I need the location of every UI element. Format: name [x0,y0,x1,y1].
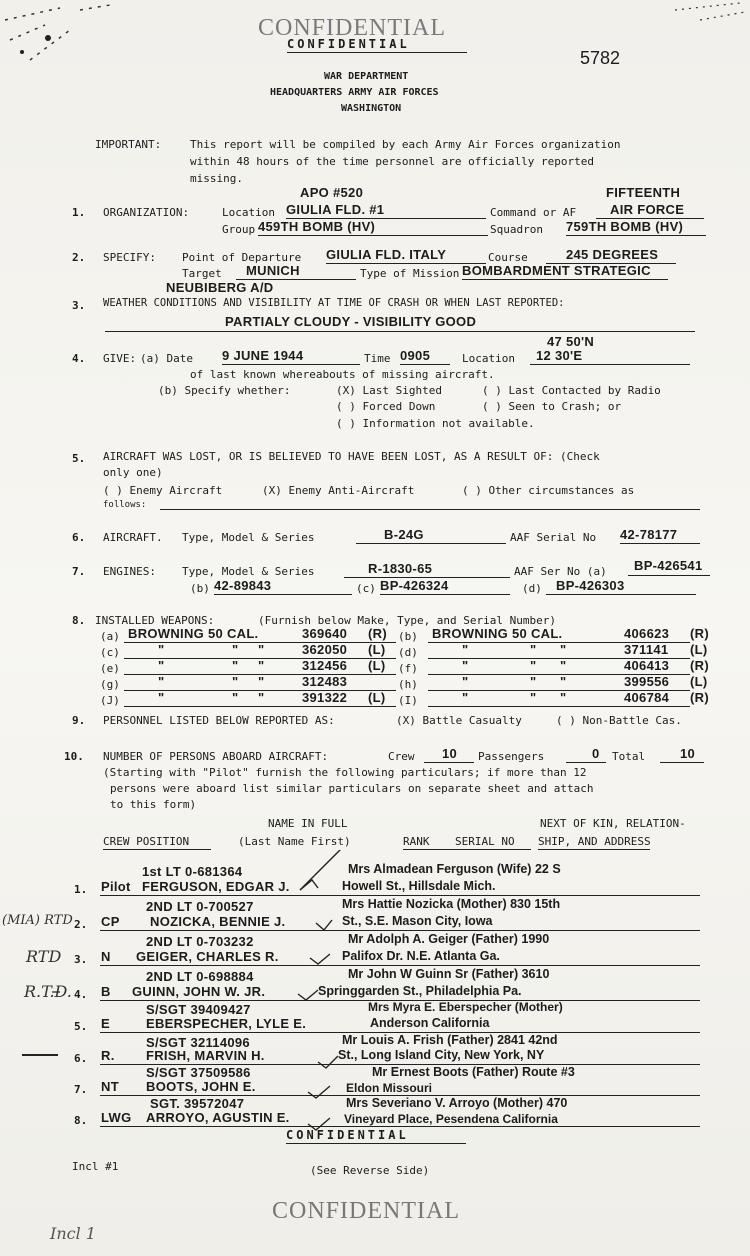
weapon-ditto: " [232,690,239,705]
location-label-4: Location [462,352,515,365]
weapon-side: (R) [690,626,709,641]
specify-whether-label: (b) Specify whether: [158,384,291,397]
corner-smudge-icon [670,0,750,40]
crew-position: LWG [101,1110,132,1125]
crew-position: B [101,984,111,999]
section-3-number: 3. [72,299,86,312]
crew-kin-line1: Mr Ernest Boots (Father) Route #3 [372,1065,575,1079]
location-label: Location [222,206,275,219]
crew-number: 5. [74,1020,88,1033]
crew-kin-line2: Anderson California [370,1016,490,1030]
crew-kin-line2: Howell St., Hillsdale Mich. [342,879,496,893]
mission-label: Type of Mission [360,267,460,280]
crew-margin-note: RTD [26,947,62,966]
weapon-side: (R) [690,658,709,673]
corner-smudge-icon [0,0,120,70]
crew-name: BOOTS, JOHN E. [146,1079,256,1094]
total-count: 10 [680,746,696,761]
weather-value: PARTIALY CLOUDY - VISIBILITY GOOD [225,314,477,329]
crew-name: GUINN, JOHN W. JR. [132,984,266,999]
weapon-letter: (b) [398,630,418,643]
weapon-ditto: " [530,642,537,657]
instructions-line3: persons were aboard list similar particulars on separate sheet and attach [110,782,594,795]
crew-position: N [101,949,111,964]
classification-mark-bottom: CONFIDENTIAL [286,1128,409,1142]
section-9-number: 9. [72,714,86,727]
section-10-number: 10. [64,750,84,763]
weapon-side: (L) [368,642,386,657]
weapon-ditto: " [530,674,537,689]
crew-position: CP [101,914,120,929]
crew-number: 2. [74,918,88,931]
header-kin-address: SHIP, AND ADDRESS [538,835,651,848]
section-4-number: 4. [72,352,86,365]
department-heading: WAR DEPARTMENT [324,71,409,82]
section-5-number: 5. [72,452,86,465]
group-value: 459TH BOMB (HV) [258,219,376,234]
weapon-ditto: " [232,642,239,657]
specify-label: SPECIFY: [103,251,156,264]
crew-rank-serial: 2ND LT 0-703232 [146,934,254,949]
weapon-side: (L) [690,674,708,689]
crew-number: 7. [74,1083,88,1096]
crew-rank-serial: S/SGT 37509586 [146,1065,251,1080]
opt-forced-down: ( ) Forced Down [336,400,436,413]
weapon-letter: (h) [398,678,418,691]
aircraft-serial-value: 42-78177 [620,527,678,542]
handwritten-inclosure: Incl 1 [50,1224,96,1243]
section-1-number: 1. [72,206,86,219]
weapon-serial: 399556 [624,674,670,689]
crew-position: R. [101,1048,115,1063]
crew-position: E [101,1016,110,1031]
document-number: 5782 [580,48,621,68]
crew-position: Pilot [101,879,131,894]
command-value: AIR FORCE [610,202,685,217]
weapon-ditto: " [158,690,165,705]
target-value: MUNICH [246,263,300,278]
crew-kin-line1: Mrs Almadean Ferguson (Wife) 22 S [348,862,561,876]
weapon-ditto: " [258,690,265,705]
aircraft-type-value: B-24G [384,527,424,542]
opt-battle-casualty: (X) Battle Casualty [396,714,522,727]
weapon-letter: (d) [398,646,418,659]
crew-name: NOZICKA, BENNIE J. [150,914,286,929]
weapon-ditto: " [462,674,469,689]
instructions-line2: (Starting with "Pilot" furnish the following particulars; if more than 12 [103,766,587,779]
classification-mark-top: CONFIDENTIAL [287,37,410,51]
important-text-line3: missing. [190,172,243,185]
weapon-ditto: " [462,658,469,673]
section-2-number: 2. [72,251,86,264]
weapon-ditto: " [530,690,537,705]
crew-kin-line2: Springgarden St., Philadelphia Pa. [318,984,522,998]
confidential-stamp-bottom: CONFIDENTIAL [272,1198,460,1224]
date-label: (a) Date [140,352,193,365]
engine-b-value: 42-89843 [214,578,272,593]
weapon-serial: 369640 [302,626,348,641]
section-6-number: 6. [72,531,86,544]
crew-label: Crew [388,750,415,763]
weapon-ditto: " [462,642,469,657]
weapon-serial: 371141 [624,642,669,657]
crew-rank-serial: 2ND LT 0-698884 [146,969,254,984]
longitude-value: 12 30'E [536,348,583,363]
persons-aboard-label: NUMBER OF PERSONS ABOARD AIRCRAFT: [103,750,329,763]
weapon-ditto: " [158,658,165,673]
weapon-ditto: " [560,658,567,673]
date-value: 9 JUNE 1944 [222,348,304,363]
opt-enemy-aircraft: ( ) Enemy Aircraft [103,484,223,497]
weapon-letter: (c) [100,646,120,659]
crew-margin-note: (MIA) RTD [2,913,73,928]
crew-rank-serial: S/SGT 32114096 [146,1035,250,1050]
target-detail: NEUBIBERG A/D [166,280,274,295]
latitude-value: 47 50'N [547,334,595,349]
engine-d-label: (d) [522,582,542,595]
weapon-serial: 312483 [302,674,348,689]
weapon-ditto: " [232,658,239,673]
header-kin: NEXT OF KIN, RELATION- [540,817,686,830]
aircraft-type-label: Type, Model & Series [182,531,315,544]
crew-kin-line2: St., Long Island City, New York, NY [338,1048,545,1062]
weapon-ditto: " [560,690,567,705]
total-label: Total [612,750,646,763]
weapon-ditto: " [258,642,265,657]
see-reverse: (See Reverse Side) [310,1164,430,1177]
crew-margin-note: R.T.D. [24,982,72,1001]
pen-marks [0,850,750,1140]
weapon-letter: (J) [100,694,120,707]
weapon-make: BROWNING 50 CAL. [432,626,563,641]
engine-a-value: BP-426541 [634,558,703,573]
crew-rank-serial: 1st LT 0-681364 [142,864,243,879]
weapon-ditto: " [258,674,265,689]
engine-c-label: (c) [356,582,376,595]
apo-number: APO #520 [300,185,364,200]
important-label: IMPORTANT: [95,138,162,151]
crew-number: 6. [74,1052,88,1065]
squadron-label: Squadron [490,223,543,236]
weapon-serial: 362050 [302,642,348,657]
weapon-letter: (f) [398,662,418,675]
crew-kin-line1: Mr Louis A. Frish (Father) 2841 42nd [342,1033,558,1047]
crew-name: ARROYO, AGUSTIN E. [146,1110,290,1125]
weapon-serial: 406413 [624,658,670,673]
time-label: Time [364,352,391,365]
crew-number: 8. [74,1114,88,1127]
passengers-label: Passengers [478,750,545,763]
engine-d-value: BP-426303 [556,578,625,593]
weapon-side: (R) [368,626,387,641]
engine-type-label: Type, Model & Series [182,565,315,578]
weapon-ditto: " [258,658,265,673]
opt-anti-aircraft: (X) Enemy Anti-Aircraft [262,484,415,497]
weapon-ditto: " [158,674,165,689]
give-label: GIVE: [103,352,137,365]
header-rank: RANK [403,835,430,848]
weapon-ditto: " [560,674,567,689]
crew-kin-line1: Mrs Severiano V. Arroyo (Mother) 470 [346,1096,568,1110]
crew-number: 3. [74,953,88,966]
important-text-line2: within 48 hours of the time personnel are officially reported [190,155,594,168]
target-label: Target [182,267,222,280]
weapon-letter: (g) [100,678,120,691]
engine-type-value: R-1830-65 [368,561,433,576]
crew-name: FERGUSON, EDGAR J. [142,879,290,894]
organization-label: ORGANIZATION: [103,206,190,219]
header-name-full: NAME IN FULL [268,817,348,830]
departure-label: Point of Departure [182,251,302,264]
passengers-count: 0 [592,746,600,761]
crew-kin-line1: Mr John W Guinn Sr (Father) 3610 [348,967,550,981]
aircraft-label: AIRCRAFT. [103,531,163,544]
weapon-ditto: " [158,642,165,657]
confidential-stamp-top: CONFIDENTIAL [258,15,446,41]
crew-rank-serial: SGT. 39572047 [150,1096,245,1111]
section-8-number: 8. [72,614,86,627]
header-last-name-first: (Last Name First) [238,835,351,848]
crew-rank-serial: 2ND LT 0-700527 [146,899,254,914]
whereabouts-text: of last known whereabouts of missing aircraft. [190,368,495,381]
weapon-ditto: " [462,690,469,705]
crew-kin-line1: Mrs Myra E. Eberspecher (Mother) [368,1000,563,1014]
time-value: 0905 [400,348,431,363]
weapon-side: (L) [368,658,386,673]
opt-last-contacted: ( ) Last Contacted by Radio [482,384,661,397]
crew-position: NT [101,1079,119,1094]
location-value: GIULIA FLD. #1 [286,202,385,217]
command-above: FIFTEENTH [606,185,681,200]
opt-non-battle: ( ) Non-Battle Cas. [556,714,682,727]
follows-label: follows: [103,500,147,510]
inclosure-label: Incl #1 [72,1160,119,1173]
squadron-value: 759TH BOMB (HV) [566,219,684,234]
crew-number: 4. [74,988,88,1001]
personnel-label: PERSONNEL LISTED BELOW REPORTED AS: [103,714,335,727]
hq-heading: HEADQUARTERS ARMY AIR FORCES [270,87,439,98]
important-text-line1: This report will be compiled by each Army Air Forces organization [190,138,621,151]
weapon-serial: 312456 [302,658,348,673]
engine-b-label: (b) [190,582,210,595]
crew-kin-line2: Eldon Missouri [346,1081,433,1095]
crew-rank-serial: S/SGT 39409427 [146,1002,251,1017]
command-label: Command or AF [490,206,577,219]
course-value: 245 DEGREES [566,247,659,262]
instructions-line4: to this form) [110,798,197,811]
weapon-side: (R) [690,690,709,705]
mission-value: BOMBARDMENT STRATEGIC [462,263,651,278]
weapon-ditto: " [232,674,239,689]
opt-not-available: ( ) Information not available. [336,417,535,430]
weapon-serial: 406784 [624,690,670,705]
weapons-note: (Furnish below Make, Type, and Serial Number) [258,614,557,627]
city-heading: WASHINGTON [341,103,402,114]
weapon-side: (L) [368,690,386,705]
crew-name: FRISH, MARVIN H. [146,1048,265,1063]
engine-ser-label: AAF Ser No (a) [514,565,607,578]
weapon-ditto: " [530,658,537,673]
weapon-letter: (I) [398,694,418,707]
opt-other: ( ) Other circumstances as [462,484,635,497]
weapon-letter: (a) [100,630,120,643]
weapons-label: INSTALLED WEAPONS: [95,614,215,627]
weapon-serial: 406623 [624,626,670,641]
weapon-serial: 391322 [302,690,348,705]
crew-kin-line1: Mrs Hattie Nozicka (Mother) 830 15th [342,897,561,911]
crew-name: EBERSPECHER, LYLE E. [146,1016,307,1031]
crew-count: 10 [442,746,458,761]
weather-label: WEATHER CONDITIONS AND VISIBILITY AT TIME OF CRASH OR WHEN LAST REPORTED: [103,297,565,309]
crew-kin-line2: St., S.E. Mason City, Iowa [342,914,493,928]
section-7-number: 7. [72,565,86,578]
aircraft-serial-label: AAF Serial No [510,531,597,544]
engine-c-value: BP-426324 [380,578,449,593]
weapon-make: BROWNING 50 CAL. [128,626,259,641]
loss-cause-label: AIRCRAFT WAS LOST, OR IS BELIEVED TO HAVE BEEN LOST, AS A RESULT OF: (Check [103,450,600,463]
loss-cause-line2: only one) [103,466,163,479]
crew-kin-line2: Palifox Dr. N.E. Atlanta Ga. [342,949,500,963]
crew-number: 1. [74,883,88,896]
opt-seen-crash: ( ) Seen to Crash; or [482,400,622,413]
header-serial: SERIAL NO [455,835,515,848]
engines-label: ENGINES: [103,565,156,578]
course-label: Course [488,251,528,264]
departure-value: GIULIA FLD. ITALY [326,247,447,262]
weapon-side: (L) [690,642,708,657]
weapon-letter: (e) [100,662,120,675]
crew-kin-line2: Vineyard Place, Pesendena California [344,1112,558,1126]
weapon-ditto: " [560,642,567,657]
crew-kin-line1: Mr Adolph A. Geiger (Father) 1990 [348,932,550,946]
group-label: Group [222,223,256,236]
crew-name: GEIGER, CHARLES R. [136,949,279,964]
opt-last-sighted: (X) Last Sighted [336,384,442,397]
header-position: CREW POSITION [103,835,190,848]
